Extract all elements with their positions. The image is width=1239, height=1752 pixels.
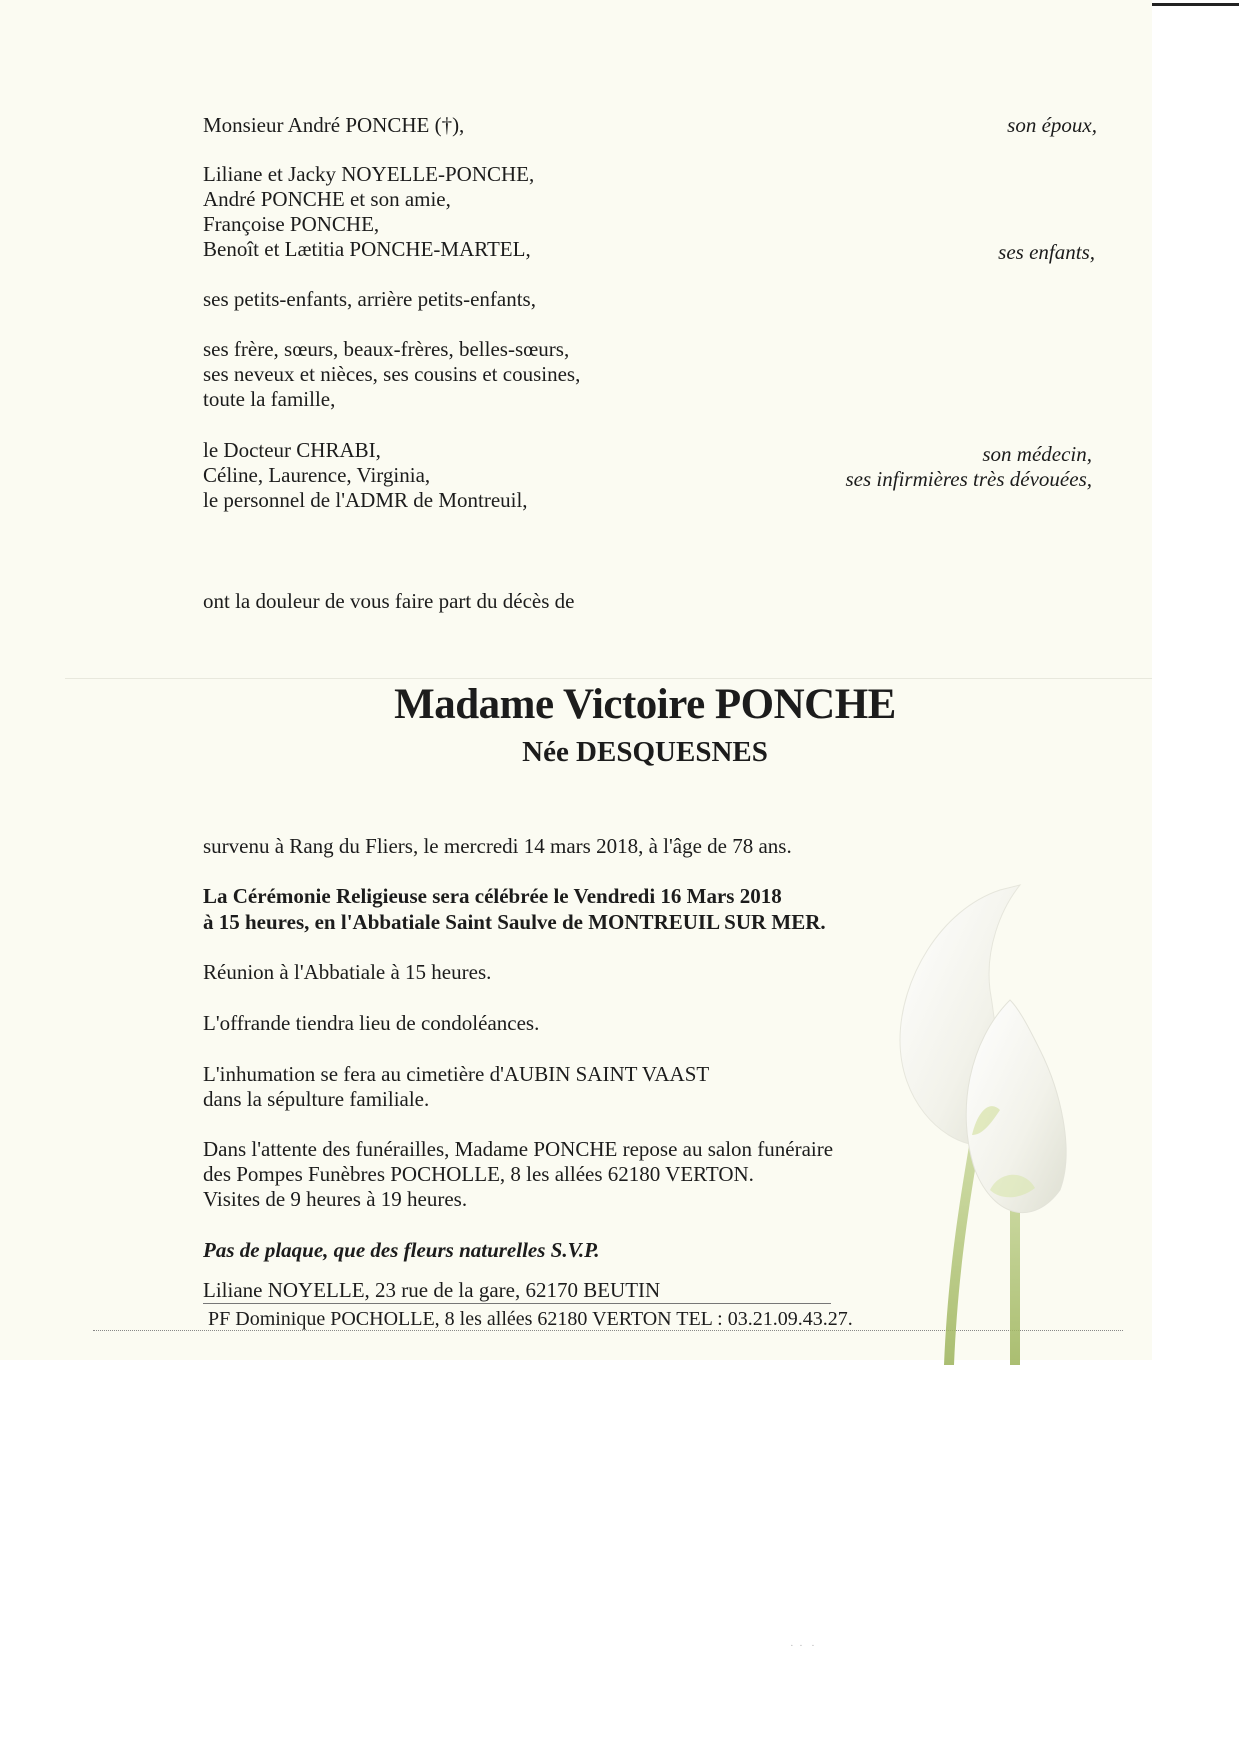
deceased-name: Madame Victoire PONCHE [394,681,896,728]
burial-line: L'inhumation se fera au cimetière d'AUBIN SAINT VAAST [203,1062,710,1086]
child-name: Françoise PONCHE, [203,212,380,236]
doctor-role: son médecin, [982,442,1092,466]
family-line: ses frère, sœurs, beaux-frères, belles-sœurs, [203,337,570,361]
scan-corner-mark [1152,3,1239,6]
contact-line: Liliane NOYELLE, 23 rue de la gare, 62170 BEUTIN [203,1278,661,1302]
care-name: Céline, Laurence, Virginia, [203,463,431,487]
meeting-line: Réunion à l'Abbatiale à 15 heures. [203,960,492,984]
funeral-home-line: PF Dominique POCHOLLE, 8 les allées 62180 VERTON TEL : 03.21.09.43.27. [208,1308,853,1330]
repose-line: Visites de 9 heures à 19 heures. [203,1187,468,1211]
care-name: le personnel de l'ADMR de Montreuil, [203,488,528,512]
care-name: le Docteur CHRABI, [203,438,381,462]
offering-line: L'offrande tiendra lieu de condoléances. [203,1011,540,1035]
grandchildren-line: ses petits-enfants, arrière petits-enfants, [203,287,536,311]
child-name: Benoît et Lætitia PONCHE-MARTEL, [203,237,531,261]
maiden-name: Née DESQUESNES [522,736,768,768]
ceremony-line: La Cérémonie Religieuse sera célébrée le Vendredi 16 Mars 2018 [203,884,782,908]
announcement-line: ont la douleur de vous faire part du décès de [203,589,575,613]
children-role: ses enfants, [998,240,1095,264]
ceremony-line: à 15 heures, en l'Abbatiale Saint Saulve de MONTREUIL SUR MER. [203,910,826,934]
spouse-role: son époux, [1007,113,1097,137]
repose-line: des Pompes Funèbres POCHOLLE, 8 les allées 62180 VERTON. [203,1162,754,1186]
repose-line: Dans l'attente des funérailles, Madame PONCHE repose au salon funéraire [203,1137,834,1161]
spouse-name: Monsieur André PONCHE (†), [203,113,465,137]
child-name: André PONCHE et son amie, [203,187,451,211]
family-line: toute la famille, [203,387,336,411]
nurses-role: ses infirmières très dévouées, [845,467,1092,491]
burial-line: dans la sépulture familiale. [203,1087,430,1111]
calla-lily-illustration [860,870,1160,1365]
contact-underline [203,1303,831,1304]
scan-specks: · · · [790,1640,815,1652]
child-name: Liliane et Jacky NOYELLE-PONCHE, [203,162,535,186]
death-details: survenu à Rang du Fliers, le mercredi 14 mars 2018, à l'âge de 78 ans. [203,834,792,858]
paper-fold-line [65,678,1152,679]
family-line: ses neveux et nièces, ses cousins et cousines, [203,362,581,386]
flowers-note: Pas de plaque, que des fleurs naturelles S.V.P. [203,1238,600,1262]
